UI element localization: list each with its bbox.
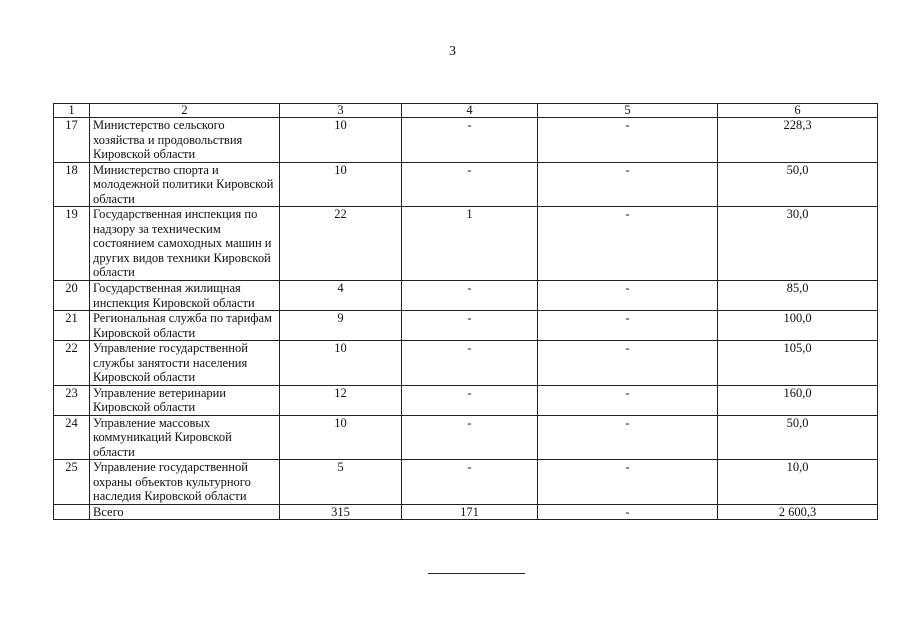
row-number: 25 [54, 460, 90, 505]
row-number: 17 [54, 118, 90, 163]
cell-col5: - [538, 311, 718, 341]
cell-col5: - [538, 415, 718, 460]
row-number: 24 [54, 415, 90, 460]
header-cell: 5 [538, 104, 718, 118]
cell-col5: - [538, 118, 718, 163]
total-col4: 171 [402, 504, 538, 520]
organization-name: Управление государственной службы занятости населения Кировской области [90, 341, 280, 386]
header-cell: 6 [718, 104, 878, 118]
cell-col6: 228,3 [718, 118, 878, 163]
cell-col6: 50,0 [718, 162, 878, 207]
table-row [54, 311, 878, 341]
cell-col3: 10 [280, 162, 402, 207]
table-header-row [54, 104, 878, 118]
cell-col4: - [402, 385, 538, 415]
table-row [54, 281, 878, 311]
table-row [54, 207, 878, 281]
organization-name: Министерство спорта и молодежной политики Кировской области [90, 162, 280, 207]
total-label: Всего [90, 504, 280, 520]
organization-name: Региональная служба по тарифам Кировской области [90, 311, 280, 341]
cell-col4: - [402, 415, 538, 460]
cell-col5: - [538, 162, 718, 207]
budget-table [53, 103, 878, 520]
cell-col3: 10 [280, 118, 402, 163]
organization-name: Государственная инспекция по надзору за техническим состоянием самоходных машин и других видов техники Кировской области [90, 207, 280, 281]
cell-col6: 50,0 [718, 415, 878, 460]
row-number: 18 [54, 162, 90, 207]
total-col5: - [538, 504, 718, 520]
cell-col6: 85,0 [718, 281, 878, 311]
cell-col5: - [538, 460, 718, 505]
total-row [54, 504, 878, 520]
cell-col4: - [402, 460, 538, 505]
page-number: 3 [449, 44, 456, 59]
total-col3: 315 [280, 504, 402, 520]
organization-name: Управление ветеринарии Кировской области [90, 385, 280, 415]
cell-col4: - [402, 311, 538, 341]
table-row [54, 460, 878, 505]
organization-name: Управление государственной охраны объектов культурного наследия Кировской области [90, 460, 280, 505]
cell-col4: 1 [402, 207, 538, 281]
cell-col6: 10,0 [718, 460, 878, 505]
row-number: 21 [54, 311, 90, 341]
cell-col4: - [402, 118, 538, 163]
total-col6: 2 600,3 [718, 504, 878, 520]
cell-col3: 5 [280, 460, 402, 505]
cell-col3: 4 [280, 281, 402, 311]
cell-col6: 105,0 [718, 341, 878, 386]
table-row [54, 162, 878, 207]
cell-col4: - [402, 162, 538, 207]
row-number: 20 [54, 281, 90, 311]
row-number: 22 [54, 341, 90, 386]
header-cell: 3 [280, 104, 402, 118]
organization-name: Министерство сельского хозяйства и продовольствия Кировской области [90, 118, 280, 163]
cell-col5: - [538, 385, 718, 415]
cell-col4: - [402, 281, 538, 311]
cell-col3: 22 [280, 207, 402, 281]
cell-col3: 10 [280, 415, 402, 460]
cell-col3: 12 [280, 385, 402, 415]
table-row [54, 385, 878, 415]
cell-col4: - [402, 341, 538, 386]
cell-col3: 10 [280, 341, 402, 386]
table-row [54, 341, 878, 386]
cell-col5: - [538, 341, 718, 386]
cell-col6: 160,0 [718, 385, 878, 415]
end-divider-line [428, 573, 525, 574]
cell-col6: 30,0 [718, 207, 878, 281]
organization-name: Государственная жилищная инспекция Кировской области [90, 281, 280, 311]
header-cell: 4 [402, 104, 538, 118]
cell-col3: 9 [280, 311, 402, 341]
row-number: 19 [54, 207, 90, 281]
organization-name: Управление массовых коммуникаций Кировской области [90, 415, 280, 460]
table-row [54, 118, 878, 163]
header-cell: 1 [54, 104, 90, 118]
header-cell: 2 [90, 104, 280, 118]
table-row [54, 415, 878, 460]
row-number: 23 [54, 385, 90, 415]
total-row-number [54, 504, 90, 520]
cell-col6: 100,0 [718, 311, 878, 341]
cell-col5: - [538, 281, 718, 311]
cell-col5: - [538, 207, 718, 281]
